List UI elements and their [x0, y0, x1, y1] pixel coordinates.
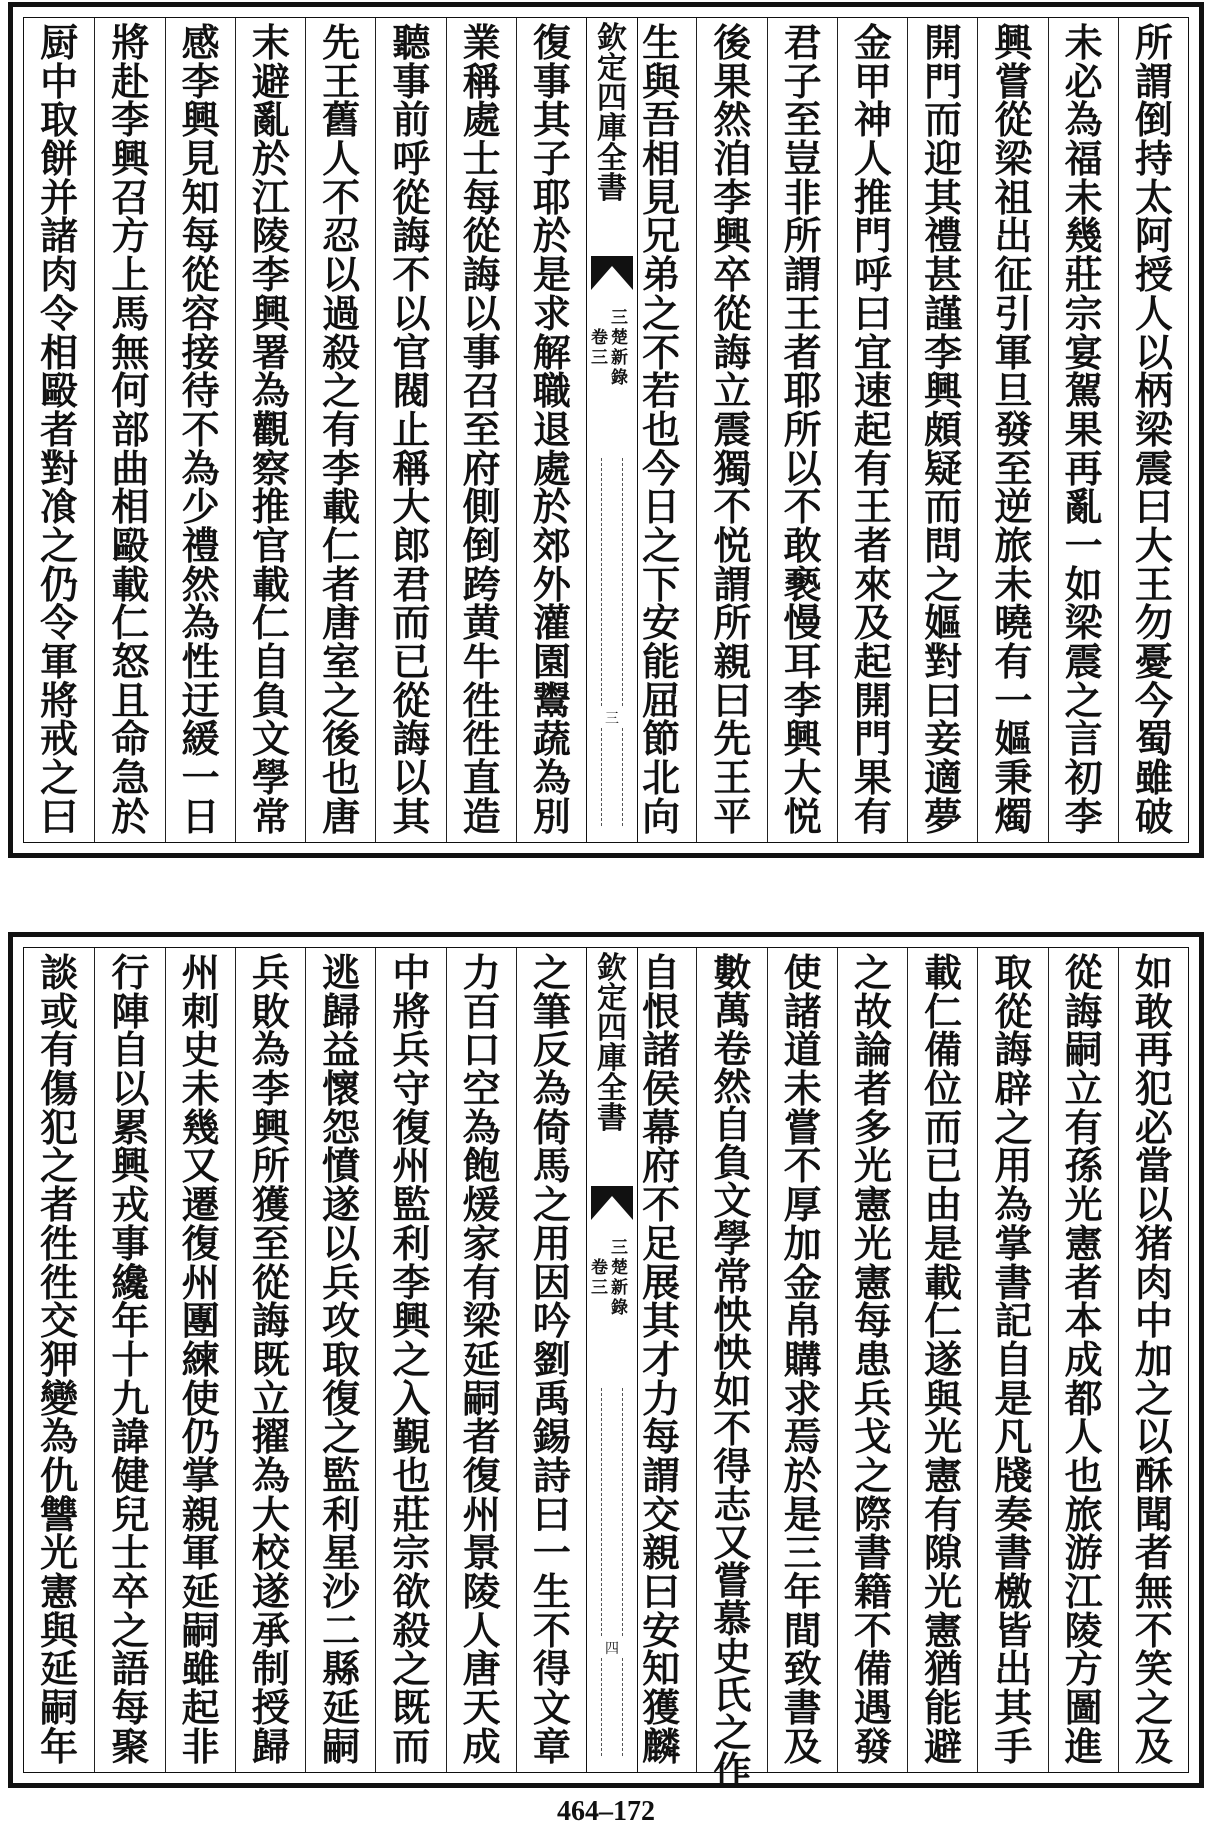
text-column: 金 甲 神 人 推 門 呼 曰 宜 速 起 有 王 者 來 及 起 開 門 果 有 [837, 18, 908, 842]
text-column: 聽 事 前 呼 從 誨 不 以 官 閥 止 稱 大 郎 君 而 已 從 誨 以 其 [375, 18, 446, 842]
right-half [626, 948, 1188, 1793]
text-column: 所 謂 倒 持 太 阿 授 人 以 柄 梁 震 曰 大 王 勿 憂 今 蜀 雖 破 [1118, 18, 1189, 842]
spine-rule [601, 1388, 623, 1756]
text-column: 兵 敗 為 李 興 所 獲 至 從 誨 既 立 擢 為 大 校 遂 承 制 授 歸 [235, 948, 306, 1772]
text-column: 先 王 舊 人 不 忍 以 過 殺 之 有 李 載 仁 者 唐 室 之 後 也 唐 [305, 18, 376, 842]
text-column: 後 果 然 洎 李 興 卒 從 誨 立 震 獨 不 悦 謂 所 親 曰 先 王 平 [696, 18, 767, 842]
page-block-bottom [8, 932, 1204, 1793]
text-column: 君 子 至 豈 非 所 謂 王 者 耶 所 以 不 敢 褻 慢 耳 李 興 大 悦 [767, 18, 838, 842]
text-column: 之 筆 反 為 倚 馬 之 用 因 吟 劉 禹 錫 詩 曰 一 生 不 得 文 章 [516, 948, 587, 1772]
text-column: 將 赴 李 興 召 方 上 馬 無 何 部 曲 相 毆 載 仁 怒 且 命 急 於 [94, 18, 165, 842]
text-column: 之 故 論 者 多 光 憲 光 憲 每 患 兵 戈 之 際 書 籍 不 備 遇 發 [837, 948, 908, 1772]
text-column: 業 稱 處 士 每 從 誨 以 事 召 至 府 側 倒 跨 黄 牛 徃 徃 直 造 [446, 18, 517, 842]
page-frame [23, 17, 1189, 843]
page-footer-code: 464–172 [557, 1796, 655, 1827]
text-column: 從 誨 嗣 立 有 孫 光 憲 者 本 成 都 人 也 旅 游 江 陵 方 圖 進 [1048, 948, 1119, 1772]
text-column: 力 百 口 空 為 飽 煖 家 有 梁 延 嗣 者 復 州 景 陵 人 唐 天 成 [446, 948, 517, 1772]
page-number: 四 [587, 1638, 637, 1658]
spine-volume: 卷 三 [591, 1258, 608, 1298]
text-column: 取 從 誨 辟 之 用 為 掌 書 記 自 是 凡 牋 奏 書 檄 皆 出 其 手 [977, 948, 1048, 1772]
text-column: 談 或 有 傷 犯 之 者 徃 徃 交 狎 變 為 仇 讐 光 憲 與 延 嗣 年 [40, 950, 79, 1769]
spine-book-title: 三 楚 新 錄 [611, 1238, 628, 1318]
text-column: 末 避 亂 於 江 陵 李 興 署 為 觀 察 推 官 載 仁 自 負 文 學 常 [235, 18, 306, 842]
text-column: 載 仁 備 位 而 已 由 是 載 仁 遂 與 光 憲 有 隙 光 憲 猶 能 避 [907, 948, 978, 1772]
text-column: 復 事 其 子 耶 於 是 求 解 職 退 處 於 郊 外 灌 園 鬻 蔬 為 別 [516, 18, 587, 842]
page-block-top [8, 2, 1204, 858]
text-column: 使 諸 道 未 嘗 不 厚 加 金 帛 購 求 焉 於 是 三 年 間 致 書 及 [767, 948, 838, 1772]
text-column: 興 嘗 從 梁 祖 出 征 引 軍 旦 發 至 逆 旅 未 曉 有 一 嫗 秉 燭 [977, 18, 1048, 842]
text-column: 未 必 為 福 未 幾 莊 宗 宴 駕 果 再 亂 一 如 梁 震 之 言 初 李 [1048, 18, 1119, 842]
text-column: 中 將 兵 守 復 州 監 利 李 興 之 入 覲 也 莊 宗 欲 殺 之 既 而 [375, 948, 446, 1772]
text-column: 數 萬 卷 然 自 負 文 學 常 怏 怏 如 不 得 志 又 嘗 慕 史 氏 之 作 [696, 948, 767, 1772]
page-frame [23, 947, 1189, 1793]
text-column: 行 陣 自 以 累 興 戎 事 纔 年 十 九 諱 健 兒 士 卒 之 語 每 聚 [94, 948, 165, 1772]
spine-volume: 卷 三 [591, 328, 608, 368]
text-column: 厨 中 取 餅 并 諸 肉 令 相 毆 者 對 飡 之 仍 令 軍 將 戒 之 曰 [40, 20, 79, 839]
spine-title: 欽 定 四 庫 全 書 [597, 21, 627, 206]
text-column: 感 李 興 見 知 每 從 容 接 待 不 為 少 禮 然 為 性 迂 緩 一 日 [165, 18, 236, 842]
text-column: 逃 歸 益 懷 怨 憤 遂 以 兵 攻 取 復 之 監 利 星 沙 二 縣 延 嗣 [305, 948, 376, 1772]
left-half [24, 18, 586, 842]
spine-title: 欽 定 四 庫 全 書 [597, 951, 627, 1136]
left-half [24, 948, 586, 1772]
right-half [626, 18, 1188, 842]
page-number: 三 [587, 708, 637, 728]
text-column: 州 刺 史 未 幾 又 遷 復 州 團 練 使 仍 掌 親 軍 延 嗣 雖 起 非 [165, 948, 236, 1772]
text-column: 開 門 而 迎 其 禮 甚 謹 李 興 頗 疑 而 問 之 嫗 對 曰 妾 適 夢 [907, 18, 978, 842]
spine-book-title: 三 楚 新 錄 [611, 308, 628, 388]
text-column: 如 敢 再 犯 必 當 以 猪 肉 中 加 之 以 酥 聞 者 無 不 笑 之 及 [1118, 948, 1189, 1772]
text-column: 生 與 吾 相 見 兄 弟 之 不 若 也 今 日 之 下 安 能 屈 節 北 向 [642, 20, 681, 839]
spine-rule [601, 458, 623, 826]
text-column: 自 恨 諸 侯 幕 府 不 足 展 其 才 力 每 謂 交 親 曰 安 知 獲 麟 [642, 950, 681, 1769]
